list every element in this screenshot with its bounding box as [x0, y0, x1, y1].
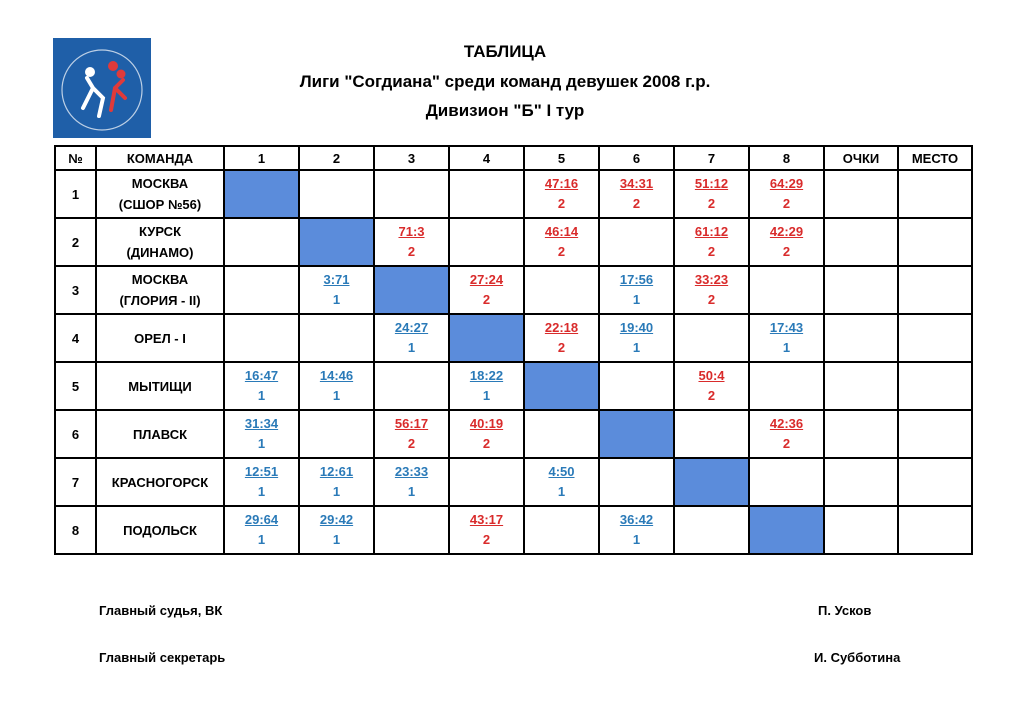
team-name [96, 266, 224, 314]
match-cell [449, 266, 524, 314]
match-points: 2 [557, 340, 566, 355]
match-cell [224, 458, 299, 506]
table-row [55, 314, 972, 362]
match-points: 1 [632, 532, 641, 547]
place [898, 170, 972, 218]
match-points: 2 [557, 244, 566, 259]
row-number: 1 [55, 170, 96, 218]
match-score: 61:12 [694, 224, 729, 239]
match-score: 12:51 [244, 464, 279, 479]
match-cell [524, 314, 599, 362]
row-number: 7 [55, 458, 96, 506]
team-name-line1: ПЛАВСК [132, 426, 188, 442]
match-cell [374, 362, 449, 410]
match-score: 71:3 [398, 224, 425, 239]
match-cell [374, 314, 449, 362]
match-cell [299, 362, 374, 410]
match-cell [599, 314, 674, 362]
team-name [96, 314, 224, 362]
match-cell [749, 218, 824, 266]
total-points [824, 170, 898, 218]
match-points: 1 [257, 436, 266, 451]
match-cell [299, 314, 374, 362]
self-match-cell [374, 266, 449, 314]
table-row [55, 362, 972, 410]
place [898, 362, 972, 410]
judge-name: П. Усков [818, 603, 872, 618]
match-score: 4:50 [548, 464, 575, 479]
match-points: 1 [557, 484, 566, 499]
row-number: 3 [55, 266, 96, 314]
match-points: 1 [257, 388, 266, 403]
header-cell: КОМАНДА [96, 146, 224, 170]
match-score: 56:17 [394, 416, 429, 431]
team-name [96, 362, 224, 410]
match-cell [674, 362, 749, 410]
self-match-cell [524, 362, 599, 410]
division-subtitle: Дивизион "Б" I тур [425, 101, 585, 120]
header-cell: 4 [449, 146, 524, 170]
match-score: 22:18 [544, 320, 579, 335]
header-cell: ОЧКИ [824, 146, 898, 170]
place [898, 458, 972, 506]
match-points: 2 [782, 436, 791, 451]
match-cell [224, 218, 299, 266]
match-cell [674, 410, 749, 458]
match-points: 1 [632, 340, 641, 355]
match-points: 1 [482, 388, 491, 403]
row-number: 6 [55, 410, 96, 458]
match-points: 2 [707, 244, 716, 259]
match-points: 2 [707, 388, 716, 403]
match-points: 2 [782, 196, 791, 211]
table-row [55, 266, 972, 314]
total-points [824, 266, 898, 314]
match-points: 2 [407, 436, 416, 451]
match-cell [449, 218, 524, 266]
total-points [824, 314, 898, 362]
team-name-line2: (ДИНАМО) [126, 245, 194, 260]
match-cell [599, 458, 674, 506]
team-name-line1: ОРЕЛ - I [134, 330, 186, 346]
judge-label: Главный судья, ВК [99, 603, 223, 618]
match-points: 1 [332, 388, 341, 403]
team-name [96, 458, 224, 506]
team-name-line1: КУРСК [138, 224, 181, 239]
match-score: 46:14 [544, 224, 579, 239]
match-score: 17:43 [769, 320, 804, 335]
match-score: 24:27 [394, 320, 429, 335]
match-points: 2 [407, 244, 416, 259]
match-cell [299, 410, 374, 458]
league-subtitle: Лиги "Согдиана" среди команд девушек 2008 г.р. [299, 72, 711, 91]
place [898, 266, 972, 314]
team-name-line1: МОСКВА [131, 176, 189, 191]
self-match-cell [749, 506, 824, 554]
team-name-line2: (ГЛОРИЯ - II) [119, 293, 201, 308]
match-cell [449, 506, 524, 554]
match-cell [749, 314, 824, 362]
match-cell [224, 314, 299, 362]
header-cell: № [55, 146, 96, 170]
match-points: 2 [482, 532, 491, 547]
match-points: 2 [482, 436, 491, 451]
match-cell [299, 266, 374, 314]
team-name [96, 170, 224, 218]
match-score: 23:33 [394, 464, 429, 479]
header-cell: 6 [599, 146, 674, 170]
table-row [55, 458, 972, 506]
team-name-line1: МЫТИЩИ [128, 378, 192, 394]
table-body [55, 170, 972, 554]
match-score: 42:36 [769, 416, 804, 431]
match-points: 2 [707, 292, 716, 307]
match-points: 2 [782, 244, 791, 259]
match-points: 2 [632, 196, 641, 211]
match-cell [299, 170, 374, 218]
match-points: 2 [482, 292, 491, 307]
match-points: 1 [257, 532, 266, 547]
place [898, 218, 972, 266]
match-cell [224, 362, 299, 410]
match-cell [749, 458, 824, 506]
match-score: 33:23 [694, 272, 729, 287]
match-cell [374, 458, 449, 506]
match-cell [224, 506, 299, 554]
self-match-cell [674, 458, 749, 506]
match-score: 42:29 [769, 224, 804, 239]
match-score: 43:17 [469, 512, 504, 527]
match-cell [674, 218, 749, 266]
match-score: 50:4 [698, 368, 725, 383]
team-name-line1: ПОДОЛЬСК [123, 522, 197, 538]
match-cell [524, 266, 599, 314]
match-cell [674, 314, 749, 362]
match-cell [449, 458, 524, 506]
team-name-line1: МОСКВА [131, 272, 189, 287]
match-cell [224, 266, 299, 314]
match-cell [524, 458, 599, 506]
header-cell: 8 [749, 146, 824, 170]
match-cell [674, 266, 749, 314]
row-number: 2 [55, 218, 96, 266]
team-name [96, 506, 224, 554]
match-cell [749, 266, 824, 314]
header-cell: 2 [299, 146, 374, 170]
row-number: 4 [55, 314, 96, 362]
match-score: 3:71 [323, 272, 350, 287]
match-points: 1 [782, 340, 791, 355]
self-match-cell [449, 314, 524, 362]
match-score: 64:29 [769, 176, 804, 191]
team-name-line2: (СШОР №56) [118, 197, 202, 212]
match-score: 18:22 [469, 368, 504, 383]
match-cell [224, 410, 299, 458]
league-logo [53, 38, 151, 138]
team-name [96, 410, 224, 458]
match-points: 2 [557, 196, 566, 211]
match-score: 34:31 [619, 176, 654, 191]
self-match-cell [224, 170, 299, 218]
match-cell [599, 266, 674, 314]
match-points: 1 [332, 484, 341, 499]
match-score: 29:64 [244, 512, 279, 527]
header-cell: 1 [224, 146, 299, 170]
row-number: 5 [55, 362, 96, 410]
match-cell [524, 506, 599, 554]
header-cell: 5 [524, 146, 599, 170]
match-score: 40:19 [469, 416, 504, 431]
header-row [55, 146, 972, 170]
match-cell [299, 506, 374, 554]
match-score: 12:61 [319, 464, 354, 479]
match-cell [674, 170, 749, 218]
total-points [824, 218, 898, 266]
match-points: 1 [332, 532, 341, 547]
match-score: 47:16 [544, 176, 579, 191]
team-name-line1: КРАСНОГОРСК [111, 474, 209, 490]
place [898, 506, 972, 554]
match-score: 16:47 [244, 368, 279, 383]
match-cell [374, 170, 449, 218]
match-score: 27:24 [469, 272, 504, 287]
secretary-name: И. Субботина [814, 650, 901, 665]
match-cell [599, 170, 674, 218]
match-cell [749, 362, 824, 410]
match-cell [524, 170, 599, 218]
match-cell [374, 506, 449, 554]
header-cell: МЕСТО [898, 146, 972, 170]
match-cell [524, 218, 599, 266]
header-cell: 3 [374, 146, 449, 170]
match-cell [374, 410, 449, 458]
match-cell [299, 458, 374, 506]
match-cell [674, 506, 749, 554]
match-cell [749, 410, 824, 458]
match-points: 1 [332, 292, 341, 307]
match-points: 1 [632, 292, 641, 307]
match-score: 19:40 [619, 320, 654, 335]
match-points: 1 [407, 484, 416, 499]
match-cell [449, 410, 524, 458]
match-cell [374, 218, 449, 266]
table-row [55, 410, 972, 458]
page-title: ТАБЛИЦА [463, 42, 547, 61]
match-points: 1 [257, 484, 266, 499]
self-match-cell [599, 410, 674, 458]
match-cell [449, 170, 524, 218]
secretary-label: Главный секретарь [99, 650, 226, 665]
total-points [824, 506, 898, 554]
table-row [55, 170, 972, 218]
place [898, 410, 972, 458]
match-cell [449, 362, 524, 410]
match-score: 17:56 [619, 272, 654, 287]
total-points [824, 458, 898, 506]
place [898, 314, 972, 362]
match-cell [524, 410, 599, 458]
table-row [55, 506, 972, 554]
match-score: 29:42 [319, 512, 354, 527]
match-score: 36:42 [619, 512, 654, 527]
table-row [55, 218, 972, 266]
match-score: 51:12 [694, 176, 729, 191]
match-points: 1 [407, 340, 416, 355]
match-cell [749, 170, 824, 218]
total-points [824, 362, 898, 410]
match-cell [599, 362, 674, 410]
match-cell [599, 218, 674, 266]
standings-table [54, 145, 973, 555]
row-number: 8 [55, 506, 96, 554]
match-points: 2 [707, 196, 716, 211]
match-score: 14:46 [319, 368, 354, 383]
team-name [96, 218, 224, 266]
header-cell: 7 [674, 146, 749, 170]
self-match-cell [299, 218, 374, 266]
match-score: 31:34 [244, 416, 279, 431]
total-points [824, 410, 898, 458]
match-cell [599, 506, 674, 554]
